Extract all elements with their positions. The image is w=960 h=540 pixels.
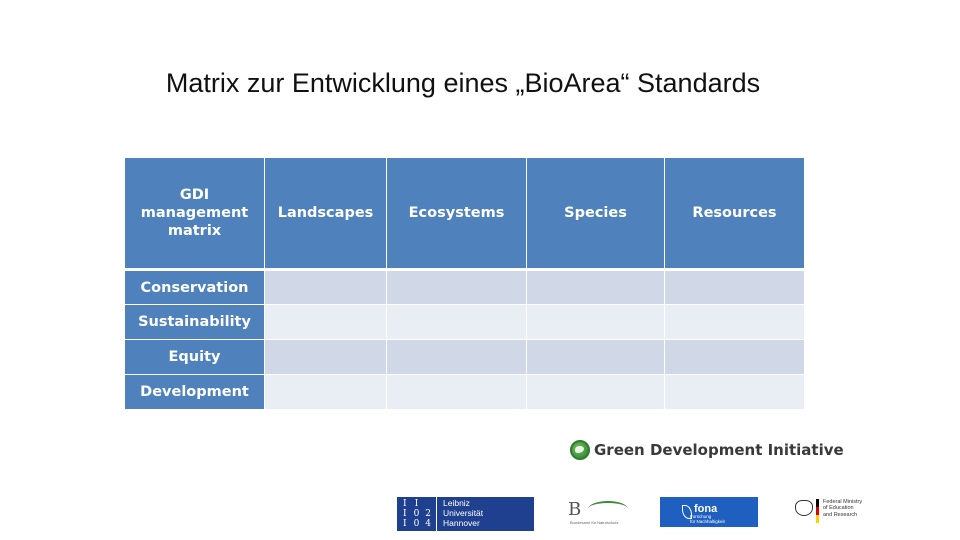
matrix-cell <box>265 270 387 305</box>
fona-logo <box>660 497 758 527</box>
matrix-cell <box>665 270 805 305</box>
leibniz-university-hannover-logo <box>397 497 534 531</box>
matrix-row-development <box>125 375 805 410</box>
german-flag-stripe <box>816 499 819 523</box>
matrix-cell <box>665 305 805 340</box>
matrix-row-equity <box>125 340 805 375</box>
matrix-cell <box>387 270 527 305</box>
fona-subtitle: Forschung für Nachhaltigkeit <box>690 514 725 524</box>
row-header-development: Development <box>125 375 265 410</box>
slide-title: Matrix zur Entwicklung eines „BioArea“ Standards <box>165 68 761 98</box>
row-header-equity: Equity <box>125 340 265 375</box>
matrix-cell <box>265 375 387 410</box>
matrix-cell <box>527 270 665 305</box>
matrix-row-conservation <box>125 270 805 305</box>
matrix-cell <box>665 375 805 410</box>
matrix-corner-header: GDI management matrix <box>125 158 265 270</box>
bfn-mark: B <box>568 499 581 520</box>
matrix-cell <box>265 305 387 340</box>
bfn-arc-icon <box>588 501 628 517</box>
column-header-landscapes: Landscapes <box>265 158 387 270</box>
matrix-cell <box>527 305 665 340</box>
bfn-logo <box>562 499 632 529</box>
matrix-cell <box>527 375 665 410</box>
matrix-cell <box>387 340 527 375</box>
fona-name: fona <box>694 503 718 515</box>
row-header-conservation: Conservation <box>125 270 265 305</box>
matrix-cell <box>665 340 805 375</box>
column-header-species: Species <box>527 158 665 270</box>
column-header-ecosystems: Ecosystems <box>387 158 527 270</box>
gdi-management-matrix <box>124 157 805 410</box>
bmbf-wordmark: Federal Ministry of Education and Research <box>823 499 863 518</box>
matrix-cell <box>265 340 387 375</box>
matrix-cell <box>387 305 527 340</box>
gdi-logo-text: Green Development Initiative <box>594 441 844 459</box>
federal-eagle-icon <box>795 500 813 516</box>
matrix-row-sustainability <box>125 305 805 340</box>
luh-digit-grid: I I I 0 2 I 0 4 <box>397 497 437 531</box>
row-header-sustainability: Sustainability <box>125 305 265 340</box>
green-globe-icon <box>570 440 590 460</box>
column-header-resources: Resources <box>665 158 805 270</box>
matrix-cell <box>387 375 527 410</box>
bmbf-logo <box>795 498 895 526</box>
matrix-cell <box>527 340 665 375</box>
bfn-subtitle: Bundesamt für Naturschutz <box>570 520 619 525</box>
matrix-header-row <box>125 158 805 270</box>
gdi-logo <box>570 440 844 460</box>
luh-wordmark: Leibniz Universität Hannover <box>443 498 484 528</box>
